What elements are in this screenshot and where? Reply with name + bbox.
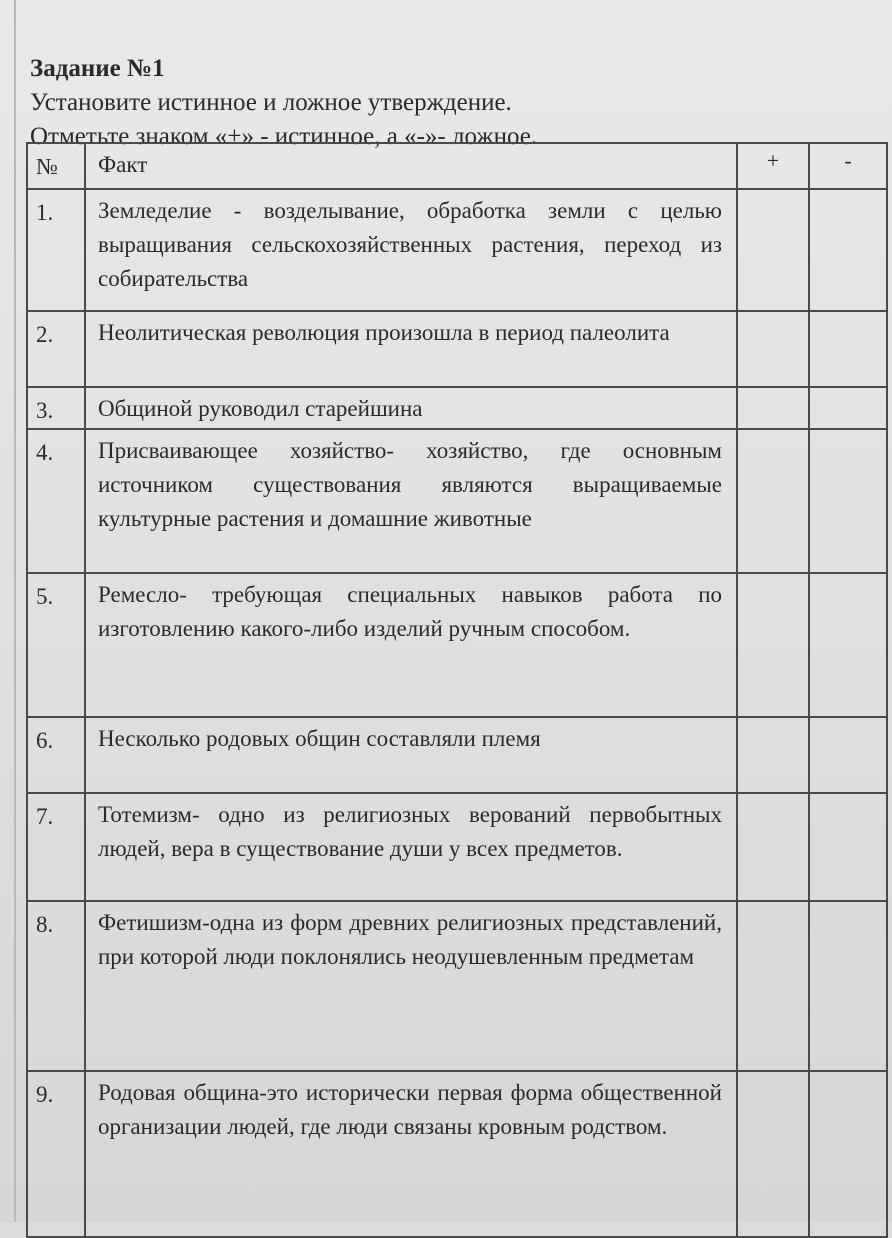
true-mark-cell[interactable] — [737, 387, 809, 429]
row-number: 2. — [27, 311, 85, 387]
false-mark-cell[interactable] — [809, 793, 887, 901]
table-row — [27, 793, 887, 901]
true-mark-cell[interactable] — [737, 717, 809, 793]
row-fact: Фетишизм-одна из форм древних религиозных представлений, при которой люди поклонялись неодушевленным предметам — [85, 901, 737, 1071]
table-row — [27, 573, 887, 717]
table-row — [27, 901, 887, 1071]
false-mark-cell[interactable] — [809, 387, 887, 429]
column-header-true: + — [737, 143, 809, 189]
column-header-number: № — [27, 143, 85, 189]
true-mark-cell[interactable] — [737, 901, 809, 1071]
task-marking-rule: Отметьте знаком «+» - истинное, а «-»- ложное. — [30, 123, 538, 150]
table-row — [27, 1071, 887, 1237]
row-number: 8. — [27, 901, 85, 1071]
false-mark-cell[interactable] — [809, 717, 887, 793]
row-number: 3. — [27, 387, 85, 429]
task-instruction: Установите истинное и ложное утверждение. — [30, 89, 512, 116]
false-mark-cell[interactable] — [809, 429, 887, 573]
table-header-row — [27, 143, 887, 189]
false-mark-cell[interactable] — [809, 311, 887, 387]
row-fact: Земледелие - возделывание, обработка земли с целью выращивания сельскохозяйственных растения, переход из собирательства — [85, 189, 737, 311]
table-row — [27, 387, 887, 429]
true-mark-cell[interactable] — [737, 793, 809, 901]
row-number: 4. — [27, 429, 85, 573]
table-row — [27, 429, 887, 573]
true-mark-cell[interactable] — [737, 311, 809, 387]
false-mark-cell[interactable] — [809, 573, 887, 717]
table-row — [27, 311, 887, 387]
true-mark-cell[interactable] — [737, 429, 809, 573]
page-margin-line — [14, 0, 16, 1222]
true-mark-cell[interactable] — [737, 573, 809, 717]
false-mark-cell[interactable] — [809, 1071, 887, 1237]
row-number: 9. — [27, 1071, 85, 1237]
row-fact: Несколько родовых общин составляли племя — [85, 717, 737, 793]
task-heading — [30, 52, 870, 154]
true-mark-cell[interactable] — [737, 1071, 809, 1237]
column-header-fact: Факт — [85, 143, 737, 189]
column-header-false: - — [809, 143, 887, 189]
row-fact: Родовая община-это исторически первая форма общественной организации людей, где люди связаны кровным родством. — [85, 1071, 737, 1237]
row-fact: Общиной руководил старейшина — [85, 387, 737, 429]
false-mark-cell[interactable] — [809, 189, 887, 311]
row-fact: Неолитическая революция произошла в период палеолита — [85, 311, 737, 387]
table-row — [27, 189, 887, 311]
row-number: 5. — [27, 573, 85, 717]
row-number: 1. — [27, 189, 85, 311]
row-fact: Тотемизм- одно из религиозных верований первобытных людей, вера в существование души у всех предметов. — [85, 793, 737, 901]
row-number: 6. — [27, 717, 85, 793]
true-mark-cell[interactable] — [737, 189, 809, 311]
row-number: 7. — [27, 793, 85, 901]
row-fact: Ремесло- требующая специальных навыков работа по изготовлению какого-либо изделий ручным способом. — [85, 573, 737, 717]
row-fact: Присваивающее хозяйство- хозяйство, где основным источником существования являются выращиваемые культурные растения и домашние животные — [85, 429, 737, 573]
facts-table — [26, 142, 888, 1238]
task-title: Задание №1 — [30, 55, 165, 82]
table-row — [27, 717, 887, 793]
false-mark-cell[interactable] — [809, 901, 887, 1071]
